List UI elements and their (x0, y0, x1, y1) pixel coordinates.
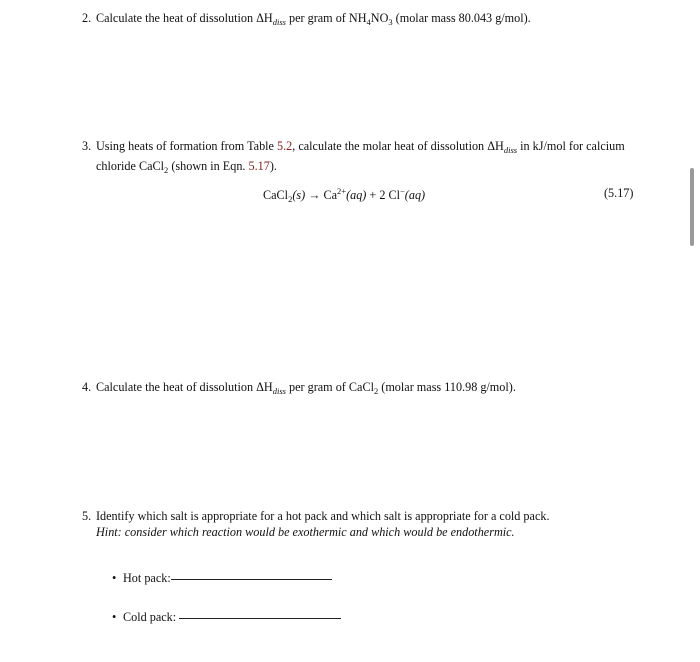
question-4: 4. Calculate the heat of dissolution $\Delta H_{diss}$ per gram of CaCl$_2$ (molar mass 110.98 g/mol). (82, 380, 516, 396)
question-2: 2. Calculate the heat of dissolution $\Delta H_{diss}$ per gram of $NH_4NO_3$ (molar mass 80.043 g/mol). (82, 11, 531, 27)
bullet: • (112, 610, 117, 624)
chemical-equation: CaCl$_2$(s) → $Ca^{2+}(aq) + 2$ Cl−(aq) (263, 186, 426, 204)
reaction-arrow: → (305, 188, 324, 202)
question-number: 3. (82, 139, 92, 153)
bullet: • (112, 571, 117, 585)
hot-pack-label: Hot pack: (123, 571, 171, 585)
question-number: 4. (82, 380, 92, 394)
cold-pack-answer (112, 610, 341, 625)
equation-number: (5.17) (604, 186, 634, 200)
vertical-scrollbar[interactable] (690, 168, 694, 246)
question-3: 3. Using heats of formation from Table 5.2, calculate the molar heat of dissolution $\Delta H_{diss}$ in kJ/mol for calcium chloride CaCl$_2$ (shown in Eqn. 5.17). (82, 139, 625, 175)
question-number: 2. (82, 11, 92, 25)
cold-pack-label: Cold pack: (123, 610, 180, 624)
equation-reference-link[interactable]: 5.17 (248, 159, 270, 173)
question-5: 5. Identify which salt is appropriate for a hot pack and which salt is appropriate for a cold pack. Hint: consider which reaction would be exothermic and which would be endothermic. (82, 508, 642, 540)
question-number: 5. (82, 509, 92, 523)
hot-pack-blank[interactable] (171, 578, 332, 580)
table-reference-link[interactable]: 5.2 (277, 139, 293, 153)
hint-text: Hint: consider which reaction would be exothermic and which would be endothermic. (96, 525, 515, 539)
cold-pack-blank[interactable] (179, 617, 341, 619)
hot-pack-answer (112, 571, 332, 586)
